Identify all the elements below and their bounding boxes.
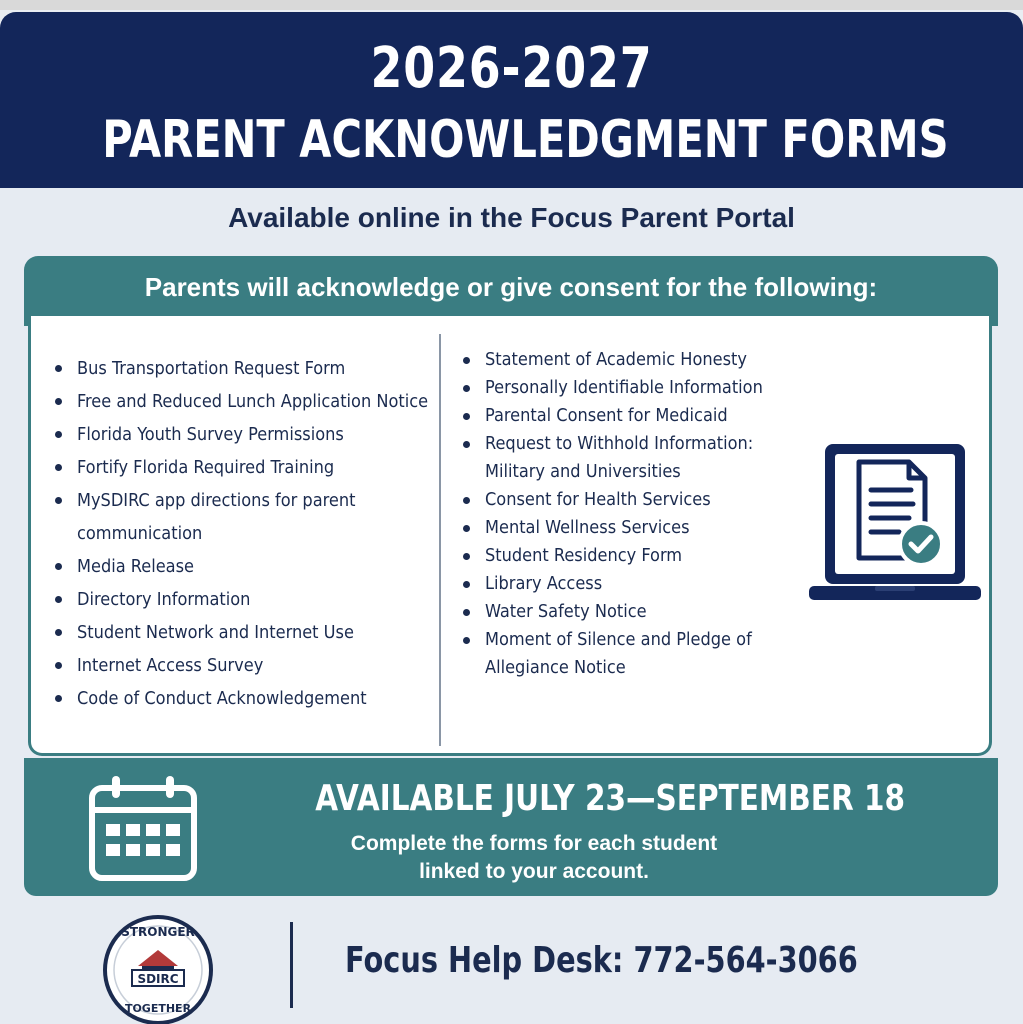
sdirc-logo	[102, 914, 214, 1024]
list-item: Free and Reduced Lunch Application Notice	[55, 385, 435, 418]
list-item: Parental Consent for Medicaid	[463, 402, 763, 430]
header-banner	[0, 12, 1023, 188]
list-item: Student Residency Form	[463, 542, 763, 570]
list-item: Request to Withhold Information: Military and Universities	[463, 430, 763, 486]
consent-heading: Parents will acknowledge or give consent for the following:	[144, 272, 878, 302]
list-item: Internet Access Survey	[55, 649, 435, 682]
column-divider	[439, 334, 441, 746]
subtitle: Available online in the Focus Parent Portal	[228, 202, 795, 233]
list-item: MySDIRC app directions for parent communication	[55, 484, 435, 550]
list-item: Bus Transportation Request Form	[55, 352, 435, 385]
laptop-document-check-icon	[809, 440, 981, 608]
flyer-card	[0, 12, 1023, 1024]
top-strip	[0, 0, 1023, 10]
right-forms-list	[463, 346, 763, 682]
list-item: Water Safety Notice	[463, 598, 763, 626]
logo-text-bottom: TOGETHER	[124, 1002, 192, 1015]
list-item: Code of Conduct Acknowledgement	[55, 682, 435, 715]
list-item: Consent for Health Services	[463, 486, 763, 514]
list-item: Mental Wellness Services	[463, 514, 763, 542]
help-desk-phone: Focus Help Desk: 772-564-3066	[345, 940, 858, 981]
list-item: Fortify Florida Required Training	[55, 451, 435, 484]
footer-divider	[290, 922, 293, 1008]
calendar-icon	[88, 776, 198, 882]
availability-band	[24, 758, 998, 896]
school-year: 2026-2027	[370, 36, 653, 101]
instruction-line-2: linked to your account.	[419, 860, 649, 883]
list-item: Media Release	[55, 550, 435, 583]
list-item: Florida Youth Survey Permissions	[55, 418, 435, 451]
list-item: Directory Information	[55, 583, 435, 616]
left-forms-list	[55, 352, 435, 715]
instruction-line-1: Complete the forms for each student	[350, 832, 718, 855]
forms-list-box	[28, 316, 992, 756]
list-item: Statement of Academic Honesty	[463, 346, 763, 374]
availability-dates: AVAILABLE JULY 23—SEPTEMBER 18	[315, 778, 906, 819]
footer	[0, 908, 1023, 1024]
list-item: Personally Identifiable Information	[463, 374, 763, 402]
availability-instructions	[264, 830, 804, 886]
logo-text-middle: SDIRC	[137, 972, 179, 986]
list-item: Student Network and Internet Use	[55, 616, 435, 649]
logo-text-top: STRONGER	[121, 925, 195, 939]
list-item: Moment of Silence and Pledge of Allegiance Notice	[463, 626, 763, 682]
list-item: Library Access	[463, 570, 763, 598]
page-title: PARENT ACKNOWLEDGMENT FORMS	[102, 110, 949, 170]
